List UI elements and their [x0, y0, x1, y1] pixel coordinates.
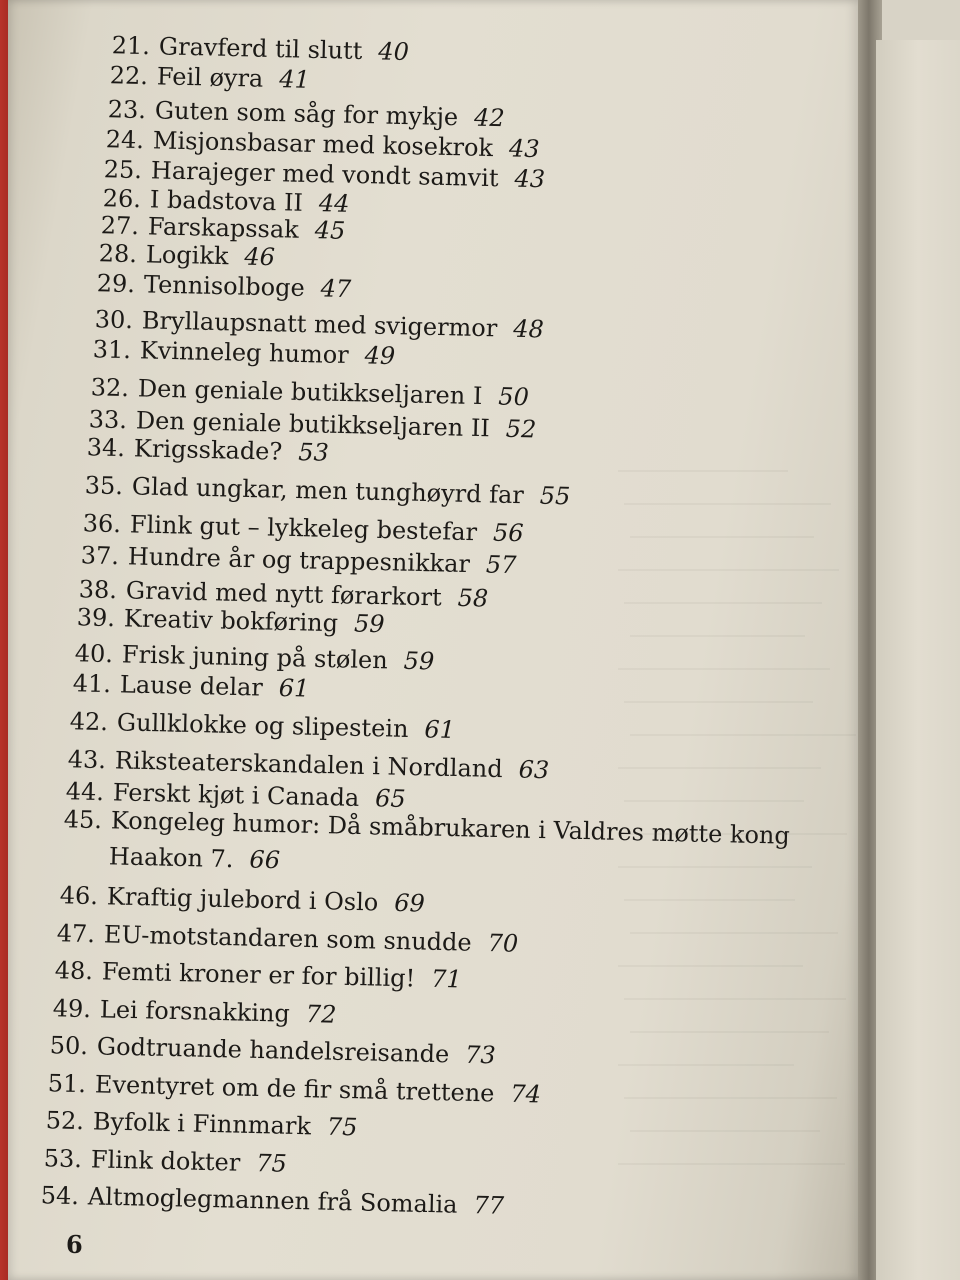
toc-entry-title: Gravferd til slutt	[158, 32, 363, 65]
toc-entry-page: 46	[244, 242, 276, 272]
toc-entry-page: 43	[508, 134, 540, 164]
toc-entry-page: 42	[473, 103, 506, 133]
toc-entry-number: 33.	[88, 405, 128, 435]
toc-entry-page: 61	[424, 715, 456, 745]
toc-entry-title: Farskapssak	[147, 212, 300, 244]
toc-entry-number: 43.	[67, 745, 107, 775]
toc-entry-title: Den geniale butikkseljaren I	[137, 374, 483, 411]
toc-entry-number: 46.	[59, 881, 99, 911]
toc-entry-title: Feil øyra	[156, 62, 264, 93]
show-through-line	[624, 503, 831, 505]
toc-entry-number: 35.	[84, 471, 124, 501]
show-through-line	[624, 800, 804, 802]
toc-entry-page: 59	[403, 646, 435, 676]
toc-entry	[32, 1143, 287, 1179]
toc-entry	[87, 238, 276, 272]
toc-entry-title: EU-motstandaren som snudde	[103, 919, 472, 957]
show-through-line	[630, 833, 847, 835]
toc-entry-title: Gullklokke og slipestein	[116, 708, 409, 743]
toc-entry-number: 52.	[45, 1106, 85, 1136]
show-through-line	[630, 536, 814, 538]
toc-entry-title: Lause delar	[119, 670, 264, 702]
toc-entry-title: Flink dokter	[90, 1144, 241, 1177]
toc-entry-number: 53.	[43, 1143, 83, 1173]
toc-entry-title: Femti kroner er for billig!	[101, 957, 416, 993]
toc-entry-title: Kraftig julebord i Oslo	[106, 882, 379, 917]
show-through-line	[630, 635, 805, 637]
toc-entry-title: Tennisolboge	[143, 270, 306, 302]
toc-entry-number: 25.	[103, 155, 143, 185]
toc-entry-title: I badstova II	[149, 185, 304, 217]
toc-entry-page: 72	[305, 999, 337, 1029]
toc-entry-number: 26.	[102, 184, 142, 214]
toc-entry-page: 40	[378, 37, 410, 67]
toc-entry-number: 40.	[74, 639, 114, 669]
show-through-line	[618, 866, 812, 868]
toc-entry-number: 39.	[76, 603, 116, 633]
toc-entry-number: 42.	[69, 707, 109, 737]
toc-entry-page: 45	[314, 216, 346, 245]
toc-entry	[41, 993, 337, 1030]
show-through-line	[630, 1031, 829, 1033]
toc-entry-title: Riksteaterskandalen i Nordland	[114, 746, 503, 784]
toc-entry-title: Kongeleg humor: Då småbrukaren i Valdres møtte kong	[110, 806, 791, 850]
toc-entry-number: 32.	[90, 373, 130, 403]
toc-entry-number: 45.	[63, 805, 103, 835]
show-through-line	[624, 899, 795, 901]
toc-entry	[61, 668, 310, 704]
toc-entry-title: Kreativ bokføring	[123, 604, 339, 638]
page-number: 6	[66, 1230, 83, 1259]
toc-entry-number: 37.	[80, 541, 120, 571]
toc-entry-page: 48	[512, 314, 545, 344]
toc-entry	[98, 60, 310, 95]
toc-entry-page: 73	[464, 1040, 497, 1070]
show-through-line	[624, 701, 813, 703]
toc-entry-number: 31.	[92, 335, 132, 365]
toc-entry-title: Frisk juning på stølen	[121, 640, 389, 675]
toc-entry-title-continuation: Haakon 7.	[108, 842, 234, 874]
toc-entry-number: 41.	[72, 669, 112, 699]
toc-entry-page: 43	[514, 164, 546, 194]
toc-entry-title: Hundre år og trappesnikkar	[127, 542, 471, 579]
toc-entry-page: 70	[487, 928, 519, 958]
toc-entry-page: 55	[539, 481, 571, 511]
toc-entry-page: 61	[278, 673, 310, 703]
show-through-line	[618, 767, 821, 769]
facing-page	[876, 40, 960, 1280]
show-through-line	[618, 1163, 845, 1165]
toc-entry-number: 38.	[78, 575, 118, 605]
toc-entry	[85, 268, 352, 304]
toc-entry-page: 58	[457, 583, 489, 613]
indent-spacer	[50, 863, 109, 864]
toc-entry-page: 57	[485, 550, 517, 580]
toc-entry-number: 47.	[56, 918, 96, 948]
toc-entry-page: 41	[278, 65, 311, 94]
toc-entry-number: 30.	[94, 305, 134, 335]
show-through-line	[624, 1097, 837, 1099]
show-through-line	[630, 932, 838, 934]
toc-entry-number: 34.	[86, 433, 126, 463]
toc-entry-number: 24.	[105, 125, 145, 155]
toc-entry-number: 29.	[96, 269, 136, 299]
toc-entry-title: Godtruande handelsreisande	[96, 1032, 450, 1069]
toc-entry-title: Lei forsnakking	[99, 994, 291, 1028]
toc-entry-number: 49.	[52, 993, 92, 1023]
toc-entry-page: 49	[364, 341, 396, 371]
show-through-line	[618, 470, 788, 472]
toc-entry-number: 50.	[49, 1031, 89, 1061]
toc-entry-continuation	[50, 840, 281, 875]
toc-entry-page: 75	[326, 1112, 358, 1142]
toc-entry-page: 44	[318, 189, 350, 218]
toc-entry-title: Logikk	[145, 240, 229, 271]
toc-entry-number: 21.	[111, 31, 151, 61]
toc-entry-title: Krigsskade?	[133, 434, 283, 466]
toc-entry-title: Flink gut – lykkeleg bestefar	[129, 510, 478, 547]
show-through-line	[630, 1130, 820, 1132]
toc-entry-page: 53	[297, 438, 330, 467]
show-through-line	[624, 998, 846, 1000]
toc-entry-page: 66	[249, 845, 281, 875]
toc-entry-page: 75	[255, 1148, 288, 1178]
toc-entry-page: 71	[430, 964, 463, 994]
toc-entry-number: 54.	[40, 1181, 80, 1211]
toc-entry-page: 65	[374, 784, 407, 813]
toc-entry-number: 36.	[82, 509, 122, 539]
toc-entry-title: Ferskt kjøt i Canada	[112, 778, 360, 812]
toc-entry-number: 48.	[54, 956, 94, 986]
toc-entry-page: 52	[505, 414, 537, 444]
show-through-line	[618, 965, 803, 967]
toc-entry-page: 63	[518, 755, 550, 785]
toc-entry-page: 74	[510, 1079, 542, 1108]
toc-entry-number: 22.	[109, 61, 149, 91]
toc-entry-title: Misjonsbasar med kosekrok	[152, 126, 494, 163]
toc-entry-title: Eventyret om de fir små trettene	[94, 1069, 495, 1107]
toc-entry-number: 44.	[65, 777, 105, 807]
toc-entry-page: 47	[320, 274, 352, 304]
toc-entry-page: 77	[473, 1191, 505, 1220]
toc-entry-number: 27.	[100, 211, 140, 241]
toc-entry-page: 50	[498, 382, 530, 412]
toc-entry-title: Harajeger med vondt samvit	[150, 156, 499, 193]
toc-entry-title: Gravid med nytt førarkort	[125, 576, 442, 612]
show-through-line	[618, 1064, 794, 1066]
toc-entry-title: Byfolk i Finnmark	[92, 1107, 312, 1141]
toc-entry-title: Guten som såg for mykje	[154, 96, 459, 132]
toc-entry-number: 28.	[98, 239, 138, 269]
toc-entry-number: 51.	[47, 1068, 87, 1098]
toc-entry-title: Bryllaupsnatt med svigermor	[141, 306, 498, 343]
toc-entry-number: 23.	[107, 95, 147, 125]
toc-entry-title: Den geniale butikkseljaren II	[135, 406, 491, 443]
toc-entry-title: Kvinneleg humor	[139, 336, 349, 370]
toc-entry-page: 69	[393, 888, 426, 918]
toc-entry-title: Altmoglegmannen frå Somalia	[87, 1182, 458, 1219]
toc-entry	[75, 432, 330, 468]
toc-entry-page: 56	[492, 518, 524, 548]
show-through-line	[618, 569, 839, 571]
toc-entry-page: 59	[353, 609, 385, 639]
show-through-line	[618, 668, 830, 670]
toc-entry-title: Glad ungkar, men tunghøyrd far	[131, 472, 525, 510]
show-through-line	[624, 602, 822, 604]
show-through-line	[630, 734, 856, 736]
